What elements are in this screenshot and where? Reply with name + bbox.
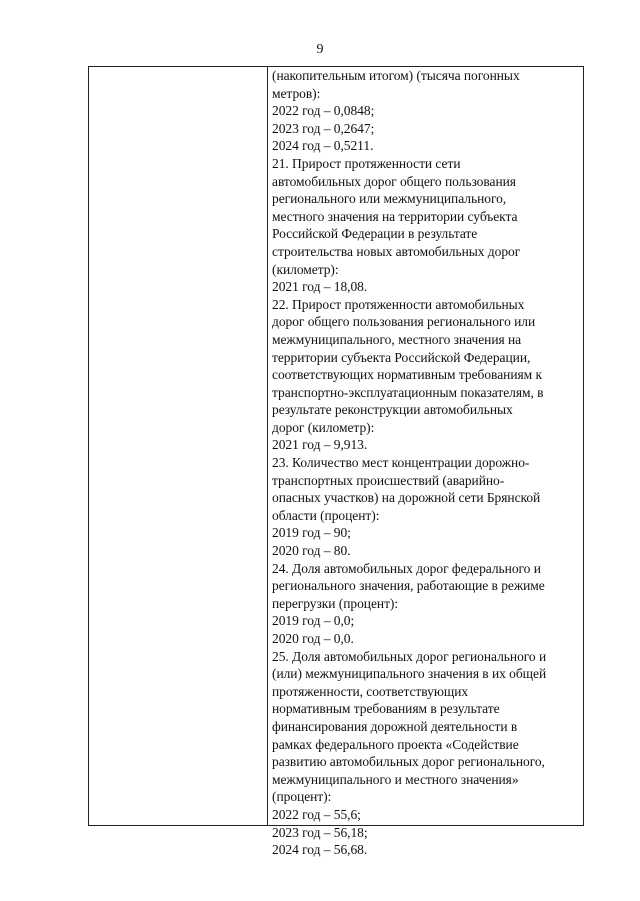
text-line: 2022 год – 55,6; bbox=[272, 806, 361, 822]
text-line: 2024 год – 0,5211. bbox=[272, 138, 374, 154]
text-line: соответствующих нормативным требованиям к bbox=[272, 367, 542, 383]
text-line: 2023 год – 56,18; bbox=[272, 824, 368, 840]
text-line: 2024 год – 56,68. bbox=[272, 842, 368, 858]
text-line: нормативным требованиям в результате bbox=[272, 701, 500, 717]
text-line: перегрузки (процент): bbox=[272, 595, 399, 611]
text-line: (накопительным итогом) (тысяча погонных bbox=[272, 68, 520, 83]
text-line: 22. Прирост протяженности автомобильных bbox=[272, 296, 525, 312]
indicator-table bbox=[88, 66, 584, 858]
text-line: 2019 год – 0,0; bbox=[272, 613, 355, 629]
text-line: (километр): bbox=[272, 261, 339, 277]
text-line: Российской Федерации в результате bbox=[272, 226, 478, 242]
text-line: (или) межмуниципального значения в их общей bbox=[272, 666, 547, 682]
text-line: местного значения на территории субъекта bbox=[272, 208, 518, 224]
text-line: области (процент): bbox=[272, 507, 380, 523]
text-line: развитию автомобильных дорог регионального, bbox=[272, 754, 545, 770]
text-line: межмуниципального и местного значения» bbox=[272, 771, 519, 787]
text-line: 25. Доля автомобильных дорог регионального и bbox=[272, 648, 547, 664]
text-line: финансирования дорожной деятельности в bbox=[272, 718, 518, 734]
text-line: рамках федерального проекта «Содействие bbox=[272, 736, 519, 752]
text-line: 2021 год – 9,913. bbox=[272, 437, 368, 453]
text-line: 2022 год – 0,0848; bbox=[272, 103, 375, 119]
text-line: результате реконструкции автомобильных bbox=[272, 402, 513, 418]
text-line: опасных участков) на дорожной сети Брянской bbox=[272, 490, 541, 506]
text-line: 2019 год – 90; bbox=[272, 525, 351, 541]
text-line: автомобильных дорог общего пользования bbox=[272, 173, 516, 189]
text-line: 21. Прирост протяженности сети bbox=[272, 155, 461, 171]
text-line: дорог общего пользования регионального или bbox=[272, 314, 536, 330]
column-divider bbox=[267, 67, 268, 825]
text-line: метров): bbox=[272, 85, 321, 101]
text-line: территории субъекта Российской Федерации, bbox=[272, 349, 531, 365]
text-line: дорог (километр): bbox=[272, 419, 375, 435]
text-line: транспортных происшествий (аварийно- bbox=[272, 472, 505, 488]
page-number: 9 bbox=[316, 42, 324, 57]
text-line: (процент): bbox=[272, 789, 332, 805]
text-line: 2023 год – 0,2647; bbox=[272, 120, 375, 136]
text-line: регионального значения, работающие в режиме bbox=[272, 578, 545, 594]
text-line: 2020 год – 0,0. bbox=[272, 631, 354, 646]
text-line: строительства новых автомобильных дорог bbox=[272, 243, 521, 259]
text-line: транспортно-эксплуатационным показателям, в bbox=[272, 384, 544, 400]
text-line: регионального или межмуниципального, bbox=[272, 191, 507, 207]
text-line: 24. Доля автомобильных дорог федерального и bbox=[272, 560, 541, 576]
text-line: протяженности, соответствующих bbox=[272, 683, 469, 699]
indicator-values-cell bbox=[272, 67, 580, 859]
text-line: 23. Количество мест концентрации дорожно- bbox=[272, 455, 530, 471]
text-line: межмуниципального, местного значения на bbox=[272, 331, 522, 347]
text-line: 2021 год – 18,08. bbox=[272, 279, 368, 295]
text-line: 2020 год – 80. bbox=[272, 543, 351, 559]
